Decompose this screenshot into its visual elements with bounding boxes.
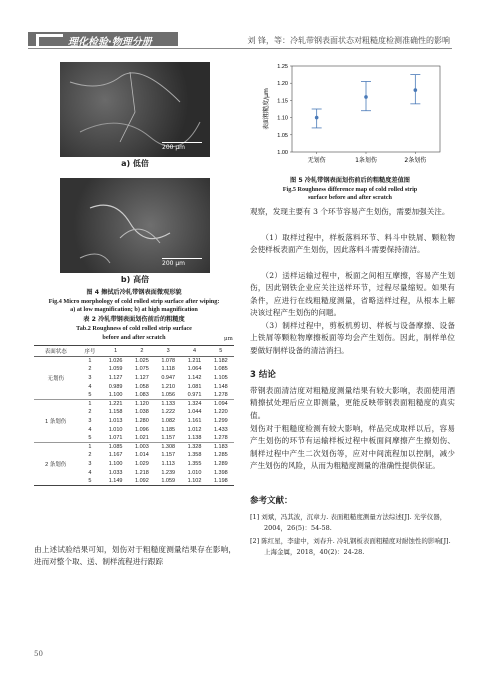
table-row	[34, 460, 234, 469]
table-row	[34, 382, 234, 391]
table-cell: 1.433	[213, 426, 228, 433]
table-cell: 1.102	[181, 477, 207, 486]
table-cell: 1.010	[108, 426, 123, 433]
fig4-caption-cn: 图 4 擦拭后冷轧带钢表面微观形貌	[86, 289, 182, 296]
state-cell	[34, 357, 77, 366]
table-cell: 2	[88, 452, 92, 459]
table-row	[34, 477, 234, 486]
table-cell: 1.133	[155, 399, 181, 408]
conclusion-paragraph-2: 划伤对于粗糙度检测有较大影响，样品完成取样以后，容易产生划伤的环节有运输样板过程中板面间摩擦产生擦划伤、制样过程中产生二次划伤等，应对中间流程加以控制，减少产生划伤的风险，从而为粗糙度测量的准确性提供保证。	[250, 424, 455, 471]
fig4-caption-en-2: a) at low magnification; b) at high magnification	[70, 306, 198, 313]
tab2-caption-en-1: Tab.2 Roughness of cold rolled strip surface	[76, 325, 192, 332]
table-cell: 1.105	[213, 374, 228, 381]
fig5-caption-en-2: surface before and after scratch	[308, 194, 392, 201]
table-cell: 4	[88, 426, 92, 433]
table-header-cell: 序号	[77, 346, 102, 357]
data-point	[414, 88, 418, 92]
table-cell: 1.157	[161, 452, 176, 459]
micrograph-low-mag	[60, 62, 210, 157]
reference-item: [1] 刘斌，冯其波，沉章力. 表面粗糙度测量方法综述[J]. 光学仪器，2004，26(5)：54-58.	[250, 513, 447, 532]
table-cell: 1.149	[102, 477, 128, 486]
data-point	[364, 95, 368, 99]
table-cell: 1.082	[161, 417, 176, 424]
table-cell: 1.064	[187, 366, 202, 373]
table-cell: 1.058	[135, 383, 149, 390]
state-cell	[34, 391, 77, 400]
tab2-caption-en-2: before and after scratch	[102, 334, 166, 341]
state-cell	[34, 451, 77, 460]
fig5-caption-cn: 图 5 冷轧带钢表面划伤前后的粗糙度差值图	[290, 177, 410, 184]
table-cell: 1.289	[213, 460, 228, 467]
table-cell: 1.220	[213, 409, 228, 416]
table-cell: 1.033	[108, 469, 123, 476]
state-cell	[34, 365, 77, 374]
table-cell: 5	[77, 477, 102, 486]
table-cell: 1.285	[213, 452, 228, 459]
table-cell: 1.211	[181, 357, 207, 366]
table-cell: 1.012	[187, 426, 202, 433]
table-cell: 1.113	[161, 460, 175, 467]
table-cell: 0.947	[161, 374, 176, 381]
table-cell: 1.059	[108, 366, 123, 373]
table-row	[34, 399, 234, 408]
state-cell	[34, 382, 77, 391]
table-cell: 1.029	[135, 460, 149, 467]
x-tick-label: 2条划伤	[404, 157, 427, 164]
table-row	[34, 374, 234, 383]
table-cell: 2	[88, 366, 92, 373]
table-cell: 1.185	[161, 426, 176, 433]
table-row	[34, 425, 234, 434]
table-header-cell: 3	[155, 346, 181, 357]
table-cell: 1.183	[208, 442, 234, 451]
table-cell: 2	[88, 409, 92, 416]
table-row	[34, 365, 234, 374]
y-tick-label: 1.25	[277, 64, 288, 70]
table-header-cell: 5	[208, 346, 234, 357]
state-cell	[34, 399, 77, 408]
table-cell: 1.021	[135, 434, 149, 441]
left-paragraph: 由上述试验结果可知，划伤对于粗糙度测量结果存在影响，进而对整个取、送、制样流程进行跟踪	[34, 545, 236, 567]
table-row	[34, 468, 234, 477]
table-cell: 1.308	[155, 442, 181, 451]
photo-label-b: b) 高倍	[120, 275, 150, 284]
right-paragraph-1: 观察，发现主要有 3 个环节容易产生划伤，需要加强关注。	[250, 207, 450, 216]
table-cell: 1.210	[161, 383, 176, 390]
right-paragraph-2: （1）取样过程中，样板落料环节、料斗中铁屑、颗粒物会使样板表面产生划伤，因此落料斗需要保持清洁。	[250, 233, 455, 255]
table-row	[34, 391, 234, 400]
roughness-table	[34, 345, 234, 486]
table-unit: μm	[224, 336, 233, 342]
journal-logo	[28, 32, 178, 46]
table-cell: 1.328	[181, 442, 207, 451]
scale-bar-a: 200 μm	[162, 142, 202, 151]
table-cell: 1.278	[213, 391, 228, 398]
table-cell: 1.100	[108, 460, 123, 467]
table-row	[34, 408, 234, 417]
table-cell: 1.280	[135, 417, 149, 424]
table-cell: 1.127	[135, 374, 149, 381]
table-cell: 1.100	[108, 391, 123, 398]
micrograph-high-mag	[60, 178, 210, 273]
table-cell: 1.044	[187, 409, 202, 416]
table-cell: 1.071	[108, 434, 123, 441]
reference-item: [2] 陈红星，李建中，刘春升. 冷轧钢板表面粗糙度对耐蚀性的影响[J]. 上海金属，2018，40(2)：24-28.	[250, 537, 451, 556]
table-cell: 1.157	[161, 434, 176, 441]
table-header-cell: 4	[181, 346, 207, 357]
table-cell: 1.182	[208, 357, 234, 366]
table-cell: 1.120	[129, 399, 155, 408]
table-cell: 0.989	[108, 383, 123, 390]
section-title-conclusion: 3 结论	[250, 370, 276, 380]
logo-text: 理化检验·物理分册	[68, 37, 152, 48]
state-cell: 2 条划伤	[45, 461, 67, 468]
table-cell: 1.075	[135, 366, 149, 373]
table-cell: 1.025	[129, 357, 155, 366]
table-cell: 1.167	[108, 452, 123, 459]
table-cell: 5	[88, 391, 92, 398]
table-cell: 1.138	[187, 434, 202, 441]
photo-label-a: a) 低倍	[121, 159, 149, 168]
y-tick-label: 1.00	[277, 150, 288, 156]
state-cell	[34, 408, 77, 417]
right-paragraph-4: （3）制样过程中，剪板机剪切、样板与设备摩擦、设备上铁屑等颗粒物摩擦板面等均会产生划伤。因此，制样单位要做好制样设备的清洁消扫。	[250, 321, 455, 355]
y-tick-label: 1.20	[277, 81, 288, 88]
table-cell: 1.358	[187, 452, 202, 459]
table-row	[34, 442, 234, 451]
table-cell: 1.218	[135, 469, 149, 476]
table-cell: 1.081	[187, 383, 202, 390]
table-cell: 1.324	[181, 399, 207, 408]
state-cell	[34, 434, 77, 443]
table-row	[34, 434, 234, 443]
conclusion-paragraph-1: 带钢表面清洁度对粗糙度测量结果有较大影响，表面使用酒精擦拭处理后应立即测量，更能反映带钢表面粗糙度的真实值。	[250, 386, 455, 420]
table-cell: 1.127	[108, 374, 123, 381]
running-title: 刘 锋，等：冷轧带钢表面状态对粗糙度检测准确性的影响	[247, 36, 450, 45]
table-cell: 4	[88, 383, 92, 390]
state-cell	[34, 425, 77, 434]
table-cell: 1.161	[187, 417, 202, 424]
table-cell: 1	[77, 357, 102, 366]
table-header-row	[34, 346, 234, 357]
table-cell: 1.078	[155, 357, 181, 366]
header-rule	[28, 48, 452, 49]
table-cell: 1.198	[208, 477, 234, 486]
y-tick-label: 1.15	[277, 98, 288, 105]
table-cell: 1.038	[135, 409, 149, 416]
table-cell: 1.221	[102, 399, 128, 408]
data-point	[315, 116, 319, 120]
table-cell: 1.398	[213, 469, 228, 476]
table-row	[34, 451, 234, 460]
table-cell: 1.299	[213, 417, 228, 424]
state-cell	[34, 442, 77, 451]
roughness-chart	[250, 60, 450, 172]
table-row	[34, 357, 234, 366]
table-cell: 1.085	[213, 366, 228, 373]
table-cell: 1.355	[187, 460, 202, 467]
y-axis-label: 表面粗糙度/μm	[263, 88, 270, 130]
fig5-caption-en-1: Fig.5 Roughness difference map of cold rolled strip	[282, 186, 418, 193]
y-tick-label: 1.05	[277, 132, 288, 139]
table-cell: 1.010	[187, 469, 202, 476]
table-header-cell: 2	[129, 346, 155, 357]
table-cell: 1.092	[129, 477, 155, 486]
table-cell: 1.096	[135, 426, 149, 433]
table-cell: 1.118	[161, 366, 175, 373]
table-cell: 1	[77, 399, 102, 408]
table-header-cell: 1	[102, 346, 128, 357]
references-list	[250, 512, 455, 560]
table-header-cell: 表面状态	[34, 346, 77, 357]
table-cell: 3	[88, 374, 92, 381]
fig4-caption-en-1: Fig.4 Micro morphology of cold rolled strip surface after wiping:	[48, 298, 220, 305]
table-cell: 1.059	[155, 477, 181, 486]
y-tick-label: 1.10	[277, 115, 288, 122]
table-cell: 0.971	[187, 391, 202, 398]
state-cell: 1 条划伤	[45, 418, 67, 425]
table-cell: 3	[88, 417, 92, 424]
references-title: 参考文献：	[250, 496, 293, 506]
table-cell: 1	[77, 442, 102, 451]
table-cell: 1.056	[161, 391, 176, 398]
table-row	[34, 417, 234, 426]
table-cell: 1.158	[108, 409, 123, 416]
table-cell: 1.003	[129, 442, 155, 451]
table-cell: 1.085	[102, 442, 128, 451]
page-number: 50	[34, 650, 43, 658]
table-cell: 1.013	[108, 417, 123, 424]
scale-bar-b: 200 μm	[162, 258, 202, 267]
table-cell: 1.142	[187, 374, 202, 381]
tab2-caption-cn: 表 2 冷轧带钢表面划伤前后的粗糙度	[83, 316, 185, 323]
table-cell: 1.083	[135, 391, 149, 398]
table-cell: 1.239	[161, 469, 176, 476]
table-cell: 4	[88, 469, 92, 476]
table-cell: 1.222	[161, 409, 176, 416]
state-cell: 无划伤	[47, 375, 64, 382]
state-cell	[34, 477, 77, 486]
table-cell: 1.094	[208, 399, 234, 408]
table-cell: 1.014	[135, 452, 149, 459]
x-tick-label: 无划伤	[307, 157, 326, 164]
table-cell: 1.148	[213, 383, 228, 390]
table-cell: 1.278	[213, 434, 228, 441]
right-paragraph-3: （2）送样运输过程中，板面之间相互摩擦，容易产生划伤，因此钢铁企业应关注送样环节，过程尽量缩短。如果有条件，应进行在线粗糙度测量，省略送样过程，从根本上解决该过程产生划伤的问题。	[250, 271, 455, 318]
x-tick-label: 1条划伤	[355, 157, 377, 164]
table-cell: 3	[88, 460, 92, 467]
state-cell	[34, 468, 77, 477]
table-cell: 1.026	[102, 357, 128, 366]
table-cell: 5	[88, 434, 92, 441]
